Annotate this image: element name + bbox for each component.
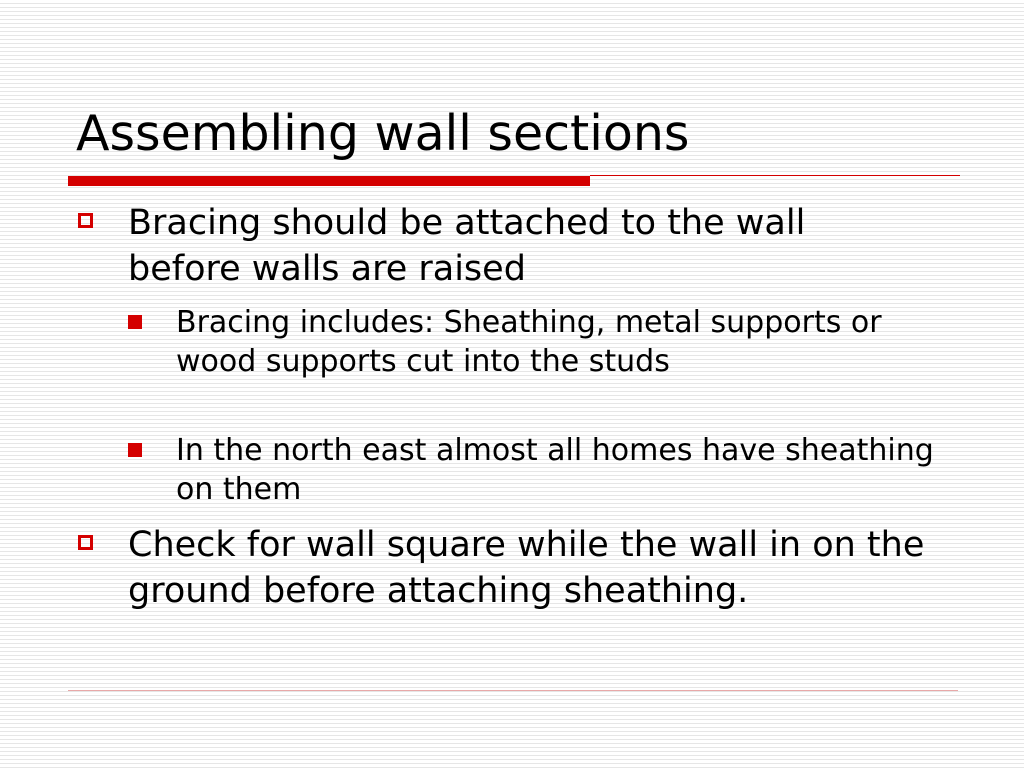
title-underline-thick bbox=[68, 176, 590, 186]
bullet-2-text: Check for wall square while the wall in on the ground before attaching sheathing. bbox=[128, 525, 925, 611]
filled-square-bullet-icon bbox=[128, 315, 142, 329]
footer-divider bbox=[68, 690, 958, 691]
sub-bullet-1-2-text: In the north east almost all homes have sheathing on them bbox=[176, 433, 934, 507]
title-underline-thin bbox=[590, 175, 960, 176]
hollow-square-bullet-icon bbox=[78, 213, 93, 228]
hollow-square-bullet-icon bbox=[78, 535, 93, 550]
bullet-1-text: Bracing should be attached to the wall before walls are raised bbox=[128, 203, 806, 289]
filled-square-bullet-icon bbox=[128, 443, 142, 457]
sub-bullet-1-1-text: Bracing includes: Sheathing, metal supports or wood supports cut into the studs bbox=[176, 305, 882, 379]
slide-title: Assembling wall sections bbox=[76, 105, 690, 162]
